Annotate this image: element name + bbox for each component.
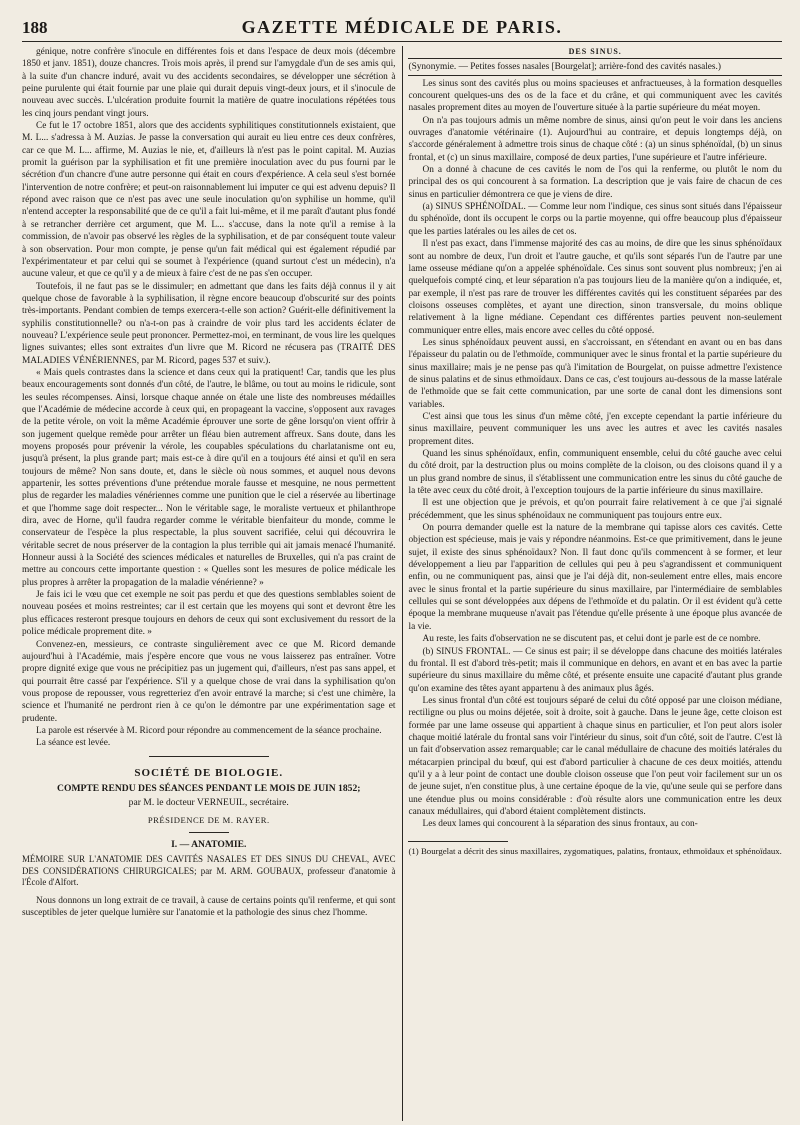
report-title: COMPTE RENDU DES SÉANCES PENDANT LE MOIS DE JUIN 1852; bbox=[57, 782, 361, 794]
paragraph: (a) SINUS SPHÉNOÏDAL. — Comme leur nom l'indique, ces sinus sont situés dans l'épaisseur du sphénoïde, dont ils occupent le corps ou la partie moyenne, qui offre beaucoup plus d'épaisseur que les parties latérales ou les ailes de cet os. bbox=[408, 202, 782, 237]
paragraph: La séance est levée. bbox=[36, 738, 111, 749]
paragraph: On a donné à chacune de ces cavités le nom de l'os qui la renferme, ou plutôt le nom du principal des os qui concourent à sa formation. La description que je vais faire de chacun de ces sinus en particulier démontrera ce que je viens de dire. bbox=[408, 165, 782, 200]
paragraph: « Mais quels contrastes dans la science et dans ceux qui la pratiquent! Car, tandis que les plus beaux encouragements sont donnés d'un côté, de l'autre, le blâme, ou tout au moins le ridicule, sont les seules récompenses. Ainsi, lorsque chaque année on étale une liste des nombreuses médailles que l'Académie de médecine accorde à ceux qui, en propageant la vaccine, s'opposent aux ravages de la petite vérole, on voit la même Académie éprouver une sorte de gêne lorsqu'on vient offrir à son jugement quelque remède pour arrêter un fléau bien autrement affreux. Sans doute, dans les moyens proposés pour prévenir la vérole, les coupables spéculations du charlatanisme ont eu, jusqu'à présent, la plus grande part; mais est-ce à dire qu'il en a toujours été ainsi et qu'il en sera toujours de même? Non sans doute, et, dans le siècle où nous sommes, et auquel nous devons appartenir, les sottes préventions d'une prétendue morale fausse et mesquine, ne nous permettent plus de regarder les maladies vénériennes comme une punition que le ciel a réservée au libertinage et que l'homme sage doit respecter... Non le véritable sage, le moraliste vertueux et philanthrope dira, avec de Horne, qu'il faudra regarder comme le véritable bienfaiteur du monde, comme le conservateur de l'espèce la plus respectable, la plus souvent sacrifiée, celui qui découvrira le véritable secret de nous préserver de la contagion la plus terrible qui ait jamais menacé l'humanité. Honneur aussi à la Société des sciences médicales et naturelles de Bruxelles, qui n'a pas craint de mettre au concours cette importante question : « Quelles sont les mesures de police médicale les plus propres à arrêter la propagation de la maladie vénérienne? » bbox=[22, 367, 396, 588]
paragraph: Les deux lames qui concourent à la séparation des sinus frontaux, au con- bbox=[422, 819, 698, 830]
paragraph: Quand les sinus sphénoïdaux, enfin, communiquent ensemble, celui du côté gauche avec celui du côté droit, par la destruction plus ou moins complète de la cloison, ou des cloisons quand il y a un plus grand nombre de sinus, il s'établissent une communication entre les sinus du côté gauche de la tête avec ceux du côté droit, à l'exception toujours de la partie inférieure du sinus maxillaire. bbox=[408, 449, 782, 497]
section-head: DES SINUS. bbox=[408, 46, 782, 59]
synonymy: (Synonymie. — Petites fosses nasales [Bourgelat]; arrière-fond des cavités nasales.) bbox=[408, 61, 782, 75]
paragraph: Convenez-en, messieurs, ce contraste singulièrement avec ce que M. Ricord demande aujourd'hui à l'Académie, mais j'espère encore que vous ne vous laisserez pas entraîner. Votre propre dignité exige que vous ne précipitiez pas un jugement qui, d'ailleurs, n'est pas sans appel, et qui pourrait être cassé par l'expérience. S'il y a quelque chose de vrai dans la syphilisation qu'on vous propose de repousser, vous regretteriez d'en avoir entravé la marche; si c'est une chimère, la science et l'humanité ne perdront rien à ce qu'on le démontre par une expérimentation sage et prudente. bbox=[22, 639, 396, 724]
left-column bbox=[22, 46, 402, 1121]
journal-title: GAZETTE MÉDICALE DE PARIS. bbox=[241, 17, 563, 37]
presidency: PRÉSIDENCE DE M. RAYER. bbox=[147, 814, 270, 825]
paragraph: Les sinus sphénoïdaux peuvent aussi, en s'accroissant, en s'étendant en avant ou en bas dans l'épaisseur du palatin ou de l'ethmoïde, communiquer avec le sinus frontal et la partie supérieure du sinus maxillaire; mais je ne pense pas qu'à l'imitation de Bourgelat, on puisse admettre l'existence de sinus palatins et de sinus ethmoïdaux. Dans ce cas, c'est toujours au-dessous de la masse latérale de l'ethmoïde que se fait cette communication, par une sorte de canal dont les dimensions sont variables. bbox=[408, 337, 782, 410]
section-heading: I. — ANATOMIE. bbox=[171, 838, 247, 850]
paragraph: génique, notre confrère s'inocule en différentes fois et dans l'espace de deux mois (décembre 1850 et janv. 1851), douze chancres. Trois mois après, il prend sur l'amygdale d'un de ses amis qui, à la suite d'un chancre induré, avait vu des accidents secondaires, se développer une sécrétion à peine purulente qui était fournie par une plaie qui durait depuis vingt-deux jours, et il s'inocule de nouveau avec succès. L'ulcération produite fournit la matière de quatre inoculations répétées tous les cinq jours pendant vingt jours. bbox=[22, 47, 396, 119]
paragraph: On n'a pas toujours admis un même nombre de sinus, ainsi qu'on peut le voir dans les anciens ouvrages d'anatomie vétérinaire (1). Aujourd'hui au contraire, et depuis longtemps déjà, on s'accorde généralement à admettre trois sinus de chaque côté : (a) un sinus sphénoïdal, (b) un sinus frontal, et (c) un sinus maxillaire, composé de deux parties, l'une supérieure et l'autre inférieure. bbox=[408, 115, 782, 163]
columns bbox=[22, 46, 782, 1121]
section-divider bbox=[149, 756, 269, 757]
paragraph: Toutefois, il ne faut pas se le dissimuler; en admettant que dans les faits déjà connus il y ait quelque chose de favorable à la syphilisation, il règne encore beaucoup d'obscurité sur des points très-importants. Pendant combien de temps exercera-t-elle son action? Guérit-elle définitivement la syphilis constitutionnelle? ou n'a-t-on pas à craindre de voir plus tard les accidents éclater de nouveau? L'expérience seule peut prononcer. Permettez-moi, en terminant, de vous lire les quelques lignes suivantes; elles sont extraites d'un livre que M. Ricord ne récusera pas (TRAITÉ DES MALADIES VÉNÉRIENNES, par M. Ricord, pages 537 et suiv.). bbox=[22, 281, 396, 366]
paragraph: Nous donnons un long extrait de ce travail, à cause de certains points qu'il renferme, et qui sont susceptibles de jeter quelque lumière sur l'anatomie et la pathologie des sinus chez l'homme. bbox=[22, 895, 396, 919]
paragraph: C'est ainsi que tous les sinus d'un même côté, j'en excepte cependant la partie inférieure du sinus maxillaire, peuvent communiquer les uns avec les autres et avec les cavités nasales proprement dites. bbox=[408, 411, 782, 447]
paragraph: La parole est réservée à M. Ricord pour répondre au commencement de la séance prochaine. bbox=[36, 725, 382, 736]
page-header bbox=[22, 12, 782, 42]
right-column bbox=[402, 46, 782, 1121]
paragraph: Les sinus frontal d'un côté est toujours séparé de celui du côté opposé par une cloison médiane, rectiligne ou plus ou moins déjetée, soit à droite, soit à gauche. Dans le jeune âge, cette cloison est formée par une lame osseuse qui appartient à chaque sinus en particulier, et l'on peut alors isoler chaque moitié latérale du frontal sans voir l'intérieur du sinus, soit d'un côté, soit de l'autre. C'est là un fait d'observation assez remarquable; car le canal médullaire de chacune des moitiés latérales du métacarpien principal du bœuf, qui est d'abord particulier à chacune de ces deux moitiés, attendu qu'il y a à leur point de contact une double cloison osseuse que l'on peut voir facilement sur un os de jeune sujet, n'en constitue plus, à une certaine époque de la vie, qu'une seule qui se perfore dans une étendue plus ou moins considérable : d'où résulte alors une communication entre les deux canaux médullaires, qui d'abord étaient complètement distincts. bbox=[408, 695, 782, 817]
report-author: par M. le docteur VERNEUIL, secrétaire. bbox=[128, 797, 289, 809]
paragraph: (b) SINUS FRONTAL. — Ce sinus est pair; il se développe dans chacune des moitiés latérales du frontal. Il est d'abord très-petit; mais il communique en dehors, en avant et en bas avec la partie supérieure du sinus maxillaire du même côté, et présente ensuite une capacité d'autant plus grande qu'on examine des têtes ayant appartenu à des animaux plus âgés. bbox=[408, 646, 782, 694]
footnote: (1) Bourgelat a décrit des sinus maxillaires, zygomatiques, palatins, frontaux, ethmoïdaux et sphénoïdaux. bbox=[408, 845, 782, 856]
footnote-separator bbox=[408, 841, 508, 842]
page-number: 188 bbox=[22, 18, 48, 37]
society-title: SOCIÉTÉ DE BIOLOGIE. bbox=[134, 766, 284, 779]
paragraph: Il n'est pas exact, dans l'immense majorité des cas au moins, de dire que les sinus sphénoïdaux sont au nombre de deux, l'un droit et l'autre gauche, et qu'ils sont séparés l'un de l'autre par une lame osseuse médiane qu'on a appelée sphénoïdale. Ces sinus sont souvent plus nombreux; j'en ai quelquefois compté cinq, et leur séparation n'a pas toujours lieu de la manière qu'on a indiquée, et, par exemple, il n'est pas rare de trouver les différentes cavités qui les constituent séparées par des cloisons osseuses complètes, et ayant une direction, sinon transversale, du moins oblique relativement à la ligne médiane. Cependant ces différentes parties peuvent non-seulement communiquer entre elles, mais encore avec celles du côté opposé. bbox=[408, 239, 782, 336]
paragraph: Il est une objection que je prévois, et qu'on pourrait faire relativement à ce que j'ai signalé précédemment, que les sinus sphénoïdaux ne communiquent pas toujours entre eux. bbox=[408, 498, 782, 521]
paragraph: Ce fut le 17 octobre 1851, alors que des accidents syphilitiques constitutionnels existaient, que M. L... s'adressa à M. Auzias. Je passe la conversation qui aurait eu lieu entre ces deux confrères, car ce que M. L... affirme, M. Auzias le nie, et, d'ailleurs là n'est pas le point capital. M. Auzias promit la guérison par la syphilisation et fit une première inoculation avec du pus fourni par le sécrétion d'un chancre d'une autre personne qui était en cours d'expérience. A cela seul s'est bornée l'intervention de notre confrère; et peut-on raisonnablement lui imputer ce qui est advenu depuis? Il répond avec raison que ce n'est pas avec une seule inoculation qu'on syphilise un homme, qu'il n'entend accepter la responsabilité que de ce qu'il a fait lui-même, et il me paraît d'autant plus fondé à se retrancher derrière cet argument, que M. L... s'accuse, dans la note qu'il a remise à la commission, de n'avoir pas observé les règles de la syphilisation, et de par conséquent toute valeur à son observation. Pour mon compte, je pense qu'un fait médical qui est également répudié par l'expérimentateur et par celui qui se soumet à l'expérience (quand surtout c'est un médecin), n'a aucune valeur, et que ce qu'il y a de mieux à faire c'est de ne pas s'en occuper. bbox=[22, 121, 396, 280]
paragraph: On pourra demander quelle est la nature de la membrane qui tapisse alors ces cavités. Cette objection est spécieuse, mais je vais y répondre néanmoins. Est-ce que primitivement, dans le jeune sujet, il existe des sinus sphénoïdaux? Non. Il faut donc qu'ils commencent à se former, et leur développement a lieu par l'apparition de cellules qui peu à peu s'agrandissent et communiquent enfin, ou ne communiquent pas, ainsi que je l'ai déjà dit, non-seulement entre elles, mais encore avec le sinus frontal et la partie supérieure du sinus maxillaire, par l'intermédiaire de semblables cellules qui se sont développées aux dépens de l'ethmoïde et du palatin. Or il est évident qu'à cette époque la membrane muqueuse n'avait pas l'étendue qu'elle présente à une époque plus avancée de la vie. bbox=[408, 523, 782, 632]
short-divider bbox=[189, 832, 229, 833]
memoir-title: MÉMOIRE SUR L'ANATOMIE DES CAVITÉS NASALES ET DES SINUS DU CHEVAL, AVEC DES CONSIDÉRATIONS CHIRURGICALES; par M. ARM. GOUBAUX, professeur d'anatomie à l'École d'Alfort. bbox=[22, 854, 396, 888]
paragraph: Les sinus sont des cavités plus ou moins spacieuses et anfractueuses, à la formation desquelles concourent quelques-uns des os de la face et du crâne, et qui communiquent avec les cavités nasales proprement dites au moyen de l'ouverture située à la partie supérieure du méat moyen. bbox=[408, 78, 782, 114]
paragraph: Au reste, les faits d'observation ne se discutent pas, et celui dont je parle est de ce nombre. bbox=[422, 634, 761, 645]
paragraph: Je fais ici le vœu que cet exemple ne soit pas perdu et que des questions semblables soient de nouveau posées et moins restreintes; car il est certain que les moyens qui sont et devront être les plus efficaces resteront presque toujours en dehors de ceux qui sont exclusivement du ressort de la police médicale proprement dite. » bbox=[22, 590, 396, 638]
